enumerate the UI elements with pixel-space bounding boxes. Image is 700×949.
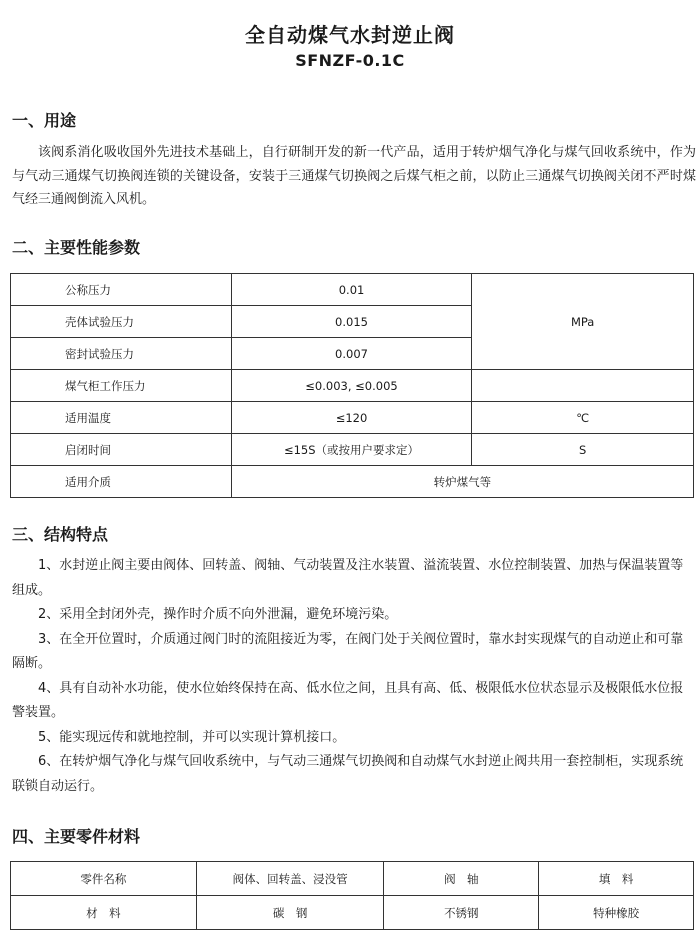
table-row <box>11 274 694 306</box>
param-unit: S <box>472 434 694 466</box>
param-label: 公称压力 <box>11 274 232 306</box>
param-label: 煤气柜工作压力 <box>11 370 232 402</box>
param-label: 密封试验压力 <box>11 338 232 370</box>
model-number: SFNZF-0.1C <box>295 51 405 70</box>
document-title: 全自动煤气水封逆止阀 <box>245 23 455 47</box>
section-heading-structure: 三、结构特点 <box>12 525 109 544</box>
param-unit <box>472 370 694 402</box>
material-header-cell: 阀体、回转盖、浸没管 <box>196 862 384 896</box>
section-heading-materials: 四、主要零件材料 <box>12 827 141 846</box>
section-heading-usage: 一、用途 <box>12 111 77 130</box>
table-row <box>11 862 694 896</box>
structure-item: 4、具有自动补水功能，使水位始终保持在高、低水位之间，且具有高、低、极限低水位状态显示及极限低水位报警装置。 <box>12 680 684 720</box>
material-cell: 碳 钢 <box>196 896 384 930</box>
material-header-cell: 填 料 <box>539 862 694 896</box>
table-row <box>11 434 694 466</box>
param-value: 0.01 <box>231 274 472 306</box>
structure-list <box>12 554 696 799</box>
table-row <box>11 370 694 402</box>
material-cell: 材 料 <box>11 896 197 930</box>
section-heading-performance: 二、主要性能参数 <box>12 238 141 257</box>
material-cell: 特种橡胶 <box>539 896 694 930</box>
param-label: 适用温度 <box>11 402 232 434</box>
materials-table <box>10 861 694 930</box>
param-value: ≤0.003, ≤0.005 <box>231 370 472 402</box>
structure-item: 5、能实现远传和就地控制，并可以实现计算机接口。 <box>38 729 346 745</box>
param-value: 0.007 <box>231 338 472 370</box>
structure-item: 1、水封逆止阀主要由阀体、回转盖、阀轴、气动装置及注水装置、溢流装置、水位控制装置、加热与保温装置等组成。 <box>12 558 684 598</box>
param-label: 启闭时间 <box>11 434 232 466</box>
param-label: 适用介质 <box>11 466 232 498</box>
material-cell: 不锈钢 <box>384 896 539 930</box>
material-header-cell: 阀 轴 <box>384 862 539 896</box>
structure-item: 3、在全开位置时，介质通过阀门时的流阻接近为零，在阀门处于关阀位置时，靠水封实现煤气的自动逆止和可靠隔断。 <box>12 631 684 671</box>
performance-table <box>10 273 694 498</box>
material-header-cell: 零件名称 <box>11 862 197 896</box>
param-unit: ℃ <box>472 402 694 434</box>
param-value: ≤120 <box>231 402 472 434</box>
table-row <box>11 402 694 434</box>
param-value: ≤15S（或按用户要求定） <box>231 434 472 466</box>
usage-paragraph: 该阀系消化吸收国外先进技术基础上，自行研制开发的新一代产品，适用于转炉烟气净化与煤气回收系统中，作为与气动三通煤气切换阀连锁的关键设备，安装于三通煤气切换阀之后煤气柜之前，以防止三通煤气切换阀关闭不严时煤气经三通阀倒流入风机。 <box>12 145 696 207</box>
param-value: 转炉煤气等 <box>231 466 693 498</box>
pressure-unit: MPa <box>472 274 694 370</box>
table-row <box>11 896 694 930</box>
table-row <box>11 466 694 498</box>
structure-item: 2、采用全封闭外壳，操作时介质不向外泄漏，避免环境污染。 <box>38 607 398 622</box>
param-label: 壳体试验压力 <box>11 306 232 338</box>
structure-item: 6、在转炉烟气净化与煤气回收系统中，与气动三通煤气切换阀和自动煤气水封逆止阀共用一套控制柜，实现系统联锁自动运行。 <box>12 754 684 794</box>
param-value: 0.015 <box>231 306 472 338</box>
